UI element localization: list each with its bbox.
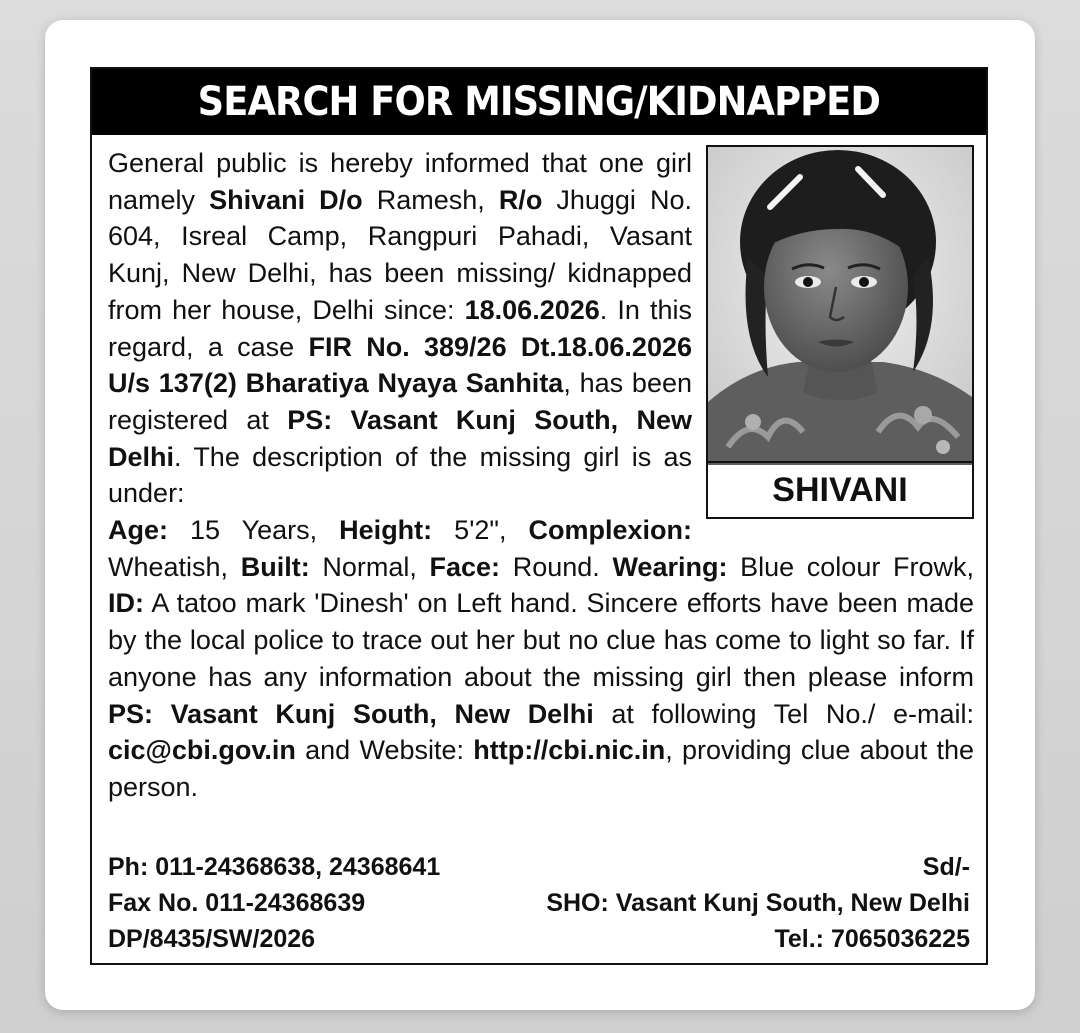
text-run: FIR No. 389/26 Dt.18.06.2026 U/s 137(2) Bharatiya Nyaya Sanhita (108, 331, 692, 399)
text-run: Jhuggi No. 604, Isreal Camp, Rangpuri Pahadi, Vasant Kunj, New Delhi, has been missing/ kidnapped from her house, Delhi since: (108, 184, 692, 325)
text-run: 5'2", (432, 515, 529, 546)
signature: Sd/- (922, 853, 970, 881)
photo-caption: SHIVANI (708, 461, 972, 517)
text-run: General public is hereby informed that one girl namely (108, 148, 692, 215)
notice-title: SEARCH FOR MISSING/KIDNAPPED (197, 79, 881, 125)
text-run: Wheatish, (108, 551, 241, 582)
text-run: Ramesh, (362, 184, 499, 215)
officer-title: SHO: Vasant Kunj South, New Delhi (546, 889, 970, 917)
text-run: at following Tel No./ e-mail: (593, 698, 974, 729)
text-run: . The description of the missing girl is as under: (108, 441, 692, 509)
text-run: Normal, (309, 551, 430, 582)
officer-telephone: Tel.: 7065036225 (774, 925, 970, 953)
text-run: and Website: (295, 735, 474, 766)
text-run: http://cbi.nic.in (473, 735, 666, 766)
text-run: . In this regard, a case (108, 294, 692, 362)
text-run: A tatoo mark 'Dinesh' on Left hand. Sincere efforts have been made by the local police to trace out her but no clue has come to light so far. If anyone has any information about the missing girl then please inform (108, 588, 974, 692)
text-run: R/o (498, 184, 543, 215)
text-run: Height: (339, 515, 433, 546)
text-run: Wearing: (612, 551, 728, 582)
notice-footer (108, 849, 970, 957)
text-run: cic@cbi.gov.in (108, 735, 296, 766)
text-run: Round. (500, 551, 613, 582)
missing-person-photo (708, 147, 972, 465)
text-run: Face: (429, 551, 501, 582)
text-run: 18.06.2026 (464, 294, 600, 325)
text-run: PS: Vasant Kunj South, New Delhi (108, 698, 594, 729)
text-run: , providing clue about the person. (108, 735, 974, 802)
fax-number: Fax No. 011-24368639 (108, 889, 366, 917)
text-run: Shivani D/o (209, 184, 363, 215)
text-run: PS: Vasant Kunj South, New Delhi (108, 404, 693, 472)
text-run: , has been registered at (108, 368, 692, 435)
missing-person-notice (90, 67, 988, 965)
text-run: ID: (108, 588, 144, 619)
photo-frame (706, 145, 974, 519)
text-run: Built: (240, 551, 310, 582)
notice-body (108, 145, 974, 806)
notice-paragraph-intro (108, 148, 692, 508)
notice-paragraph-description (108, 512, 974, 806)
notice-header (92, 69, 986, 135)
phone-numbers: Ph: 011-24368638, 24368641 (108, 853, 441, 881)
text-run: 15 Years, (168, 515, 340, 546)
text-run: Complexion: (528, 515, 692, 546)
reference-code: DP/8435/SW/2026 (108, 925, 316, 953)
text-run: Blue colour Frowk, (727, 551, 974, 582)
text-run: Age: (108, 515, 168, 546)
